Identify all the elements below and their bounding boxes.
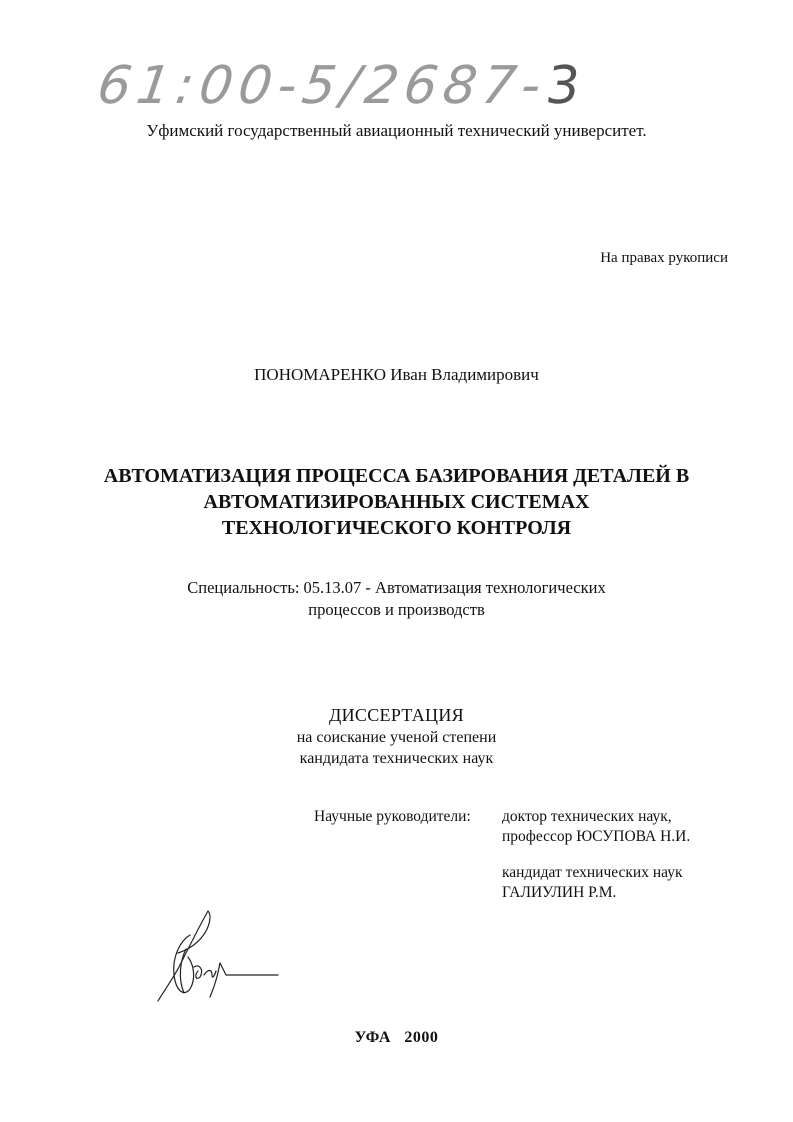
title-line-3: ТЕХНОЛОГИЧЕСКОГО КОНТРОЛЯ [221,517,572,539]
supervisor-first-name: профессор ЮСУПОВА Н.И. [502,828,691,845]
dissertation-heading: ДИССЕРТАЦИЯ [329,705,464,725]
specialty [0,577,793,621]
university-name: Уфимский государственный авиационный технический университет. [146,121,647,140]
author-name: ПОНОМАРЕНКО Иван Владимирович [254,365,539,384]
city-year: УФА 2000 [354,1029,439,1046]
title-line-1: АВТОМАТИЗАЦИЯ ПРОЦЕССА БАЗИРОВАНИЯ ДЕТАЛЕЙ В [103,465,690,487]
supervisors-label: Научные руководители: [314,808,471,825]
supervisor-second-degree: кандидат технических наук [502,864,683,881]
manuscript-rights: На правах рукописи [600,250,728,266]
supervisor-first-degree: доктор технических наук, [502,808,672,825]
supervisor-first [502,807,690,847]
archive-number: 61:00-5/2687- [93,56,551,116]
supervisor-second-name: ГАЛИУЛИН Р.М. [502,884,617,901]
specialty-line-2: процессов и производств [308,600,485,619]
degree-line-2: кандидата технических наук [299,750,494,767]
archive-code [94,56,602,116]
specialty-line-1: Специальность: 05.13.07 - Автоматизация технологических [187,578,606,597]
degree-line-1: на соискание ученой степени [296,729,497,746]
degree-description [0,727,793,769]
dissertation-title [0,463,793,541]
author-signature [150,905,290,1015]
archive-digit: 3 [542,56,590,116]
title-line-2: АВТОМАТИЗИРОВАННЫХ СИСТЕМАХ [203,491,590,513]
supervisor-second [502,863,683,903]
